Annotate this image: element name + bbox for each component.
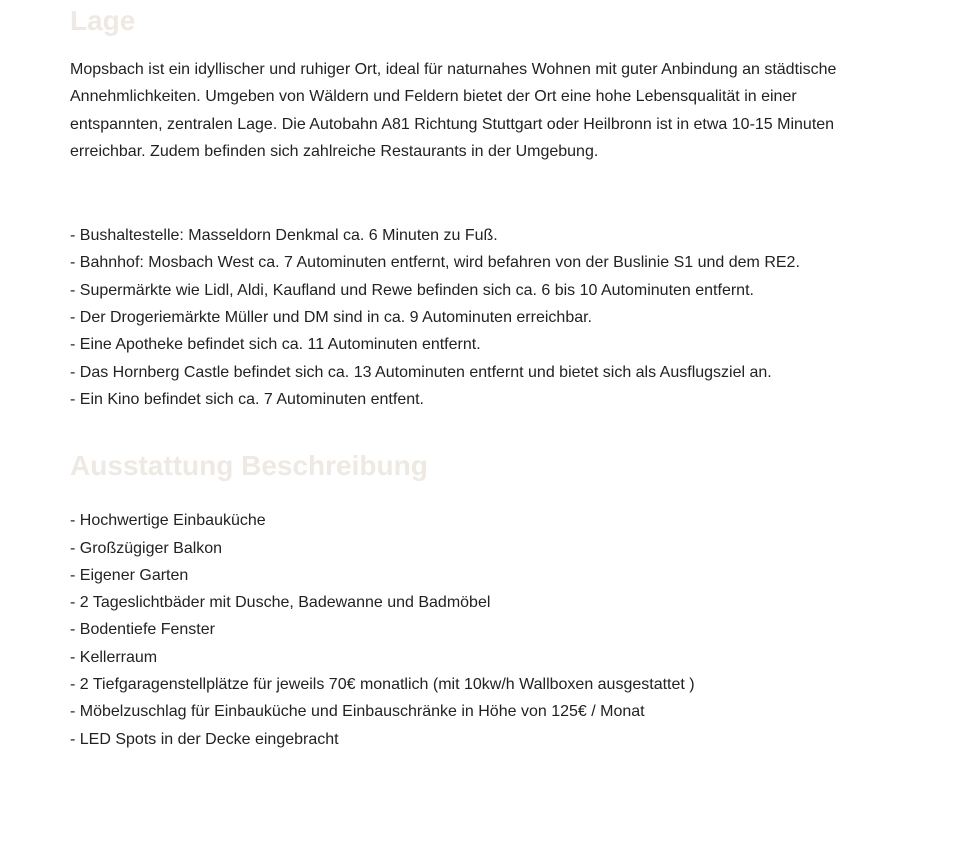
list-item: - Möbelzuschlag für Einbauküche und Einbauschränke in Höhe von 125€ / Monat bbox=[70, 703, 645, 721]
list-item: - 2 Tiefgaragenstellplätze für jeweils 70€ monatlich (mit 10kw/h Wallboxen ausgestattet ) bbox=[70, 676, 695, 694]
ausstattung-features-list bbox=[70, 507, 890, 753]
list-item: - Das Hornberg Castle befindet sich ca. 13 Autominuten entfernt und bietet sich als Ausflugsziel an. bbox=[70, 363, 772, 381]
list-item: - Hochwertige Einbauküche bbox=[70, 512, 266, 530]
list-item: - Großzügiger Balkon bbox=[70, 539, 223, 557]
list-item: - Kellerraum bbox=[70, 648, 158, 666]
lage-amenities-list bbox=[70, 222, 890, 413]
list-item: - 2 Tageslichtbäder mit Dusche, Badewanne und Badmöbel bbox=[70, 594, 491, 612]
section-heading-ausstattung: Ausstattung Beschreibung bbox=[70, 450, 428, 482]
lage-description-paragraph: Mopsbach ist ein idyllischer und ruhiger Ort, ideal für naturnahes Wohnen mit guter Anbindung an städtische Annehmlichkeiten. Umgeben von Wäldern und Feldern bietet der Ort eine hohe Lebensqualität in einer entspannten, zentralen Lage. Die Autobahn A81 Richtung Stuttgart oder Heilbronn ist in etwa 10-15 Minuten erreichbar. Zudem befinden sich zahlreiche Restaurants in der Umgebung. bbox=[70, 61, 837, 160]
list-item: - Supermärkte wie Lidl, Aldi, Kaufland und Rewe befinden sich ca. 6 bis 10 Autominuten entfernt. bbox=[70, 281, 754, 299]
list-item: - Eine Apotheke befindet sich ca. 11 Autominuten entfernt. bbox=[70, 336, 481, 354]
list-item: - Bodentiefe Fenster bbox=[70, 621, 215, 639]
list-item: - Der Drogeriemärkte Müller und DM sind in ca. 9 Autominuten erreichbar. bbox=[70, 309, 592, 327]
list-item: - Bushaltestelle: Masseldorn Denkmal ca. 6 Minuten zu Fuß. bbox=[70, 227, 498, 245]
listing-description bbox=[70, 0, 890, 753]
section-heading-lage: Lage bbox=[70, 5, 136, 36]
list-item: - Ein Kino befindet sich ca. 7 Autominuten entfent. bbox=[70, 390, 424, 408]
list-item: - Bahnhof: Mosbach West ca. 7 Autominuten entfernt, wird befahren von der Buslinie S1 und dem RE2. bbox=[70, 254, 800, 272]
list-item: - LED Spots in der Decke eingebracht bbox=[70, 730, 339, 748]
list-item: - Eigener Garten bbox=[70, 566, 189, 584]
